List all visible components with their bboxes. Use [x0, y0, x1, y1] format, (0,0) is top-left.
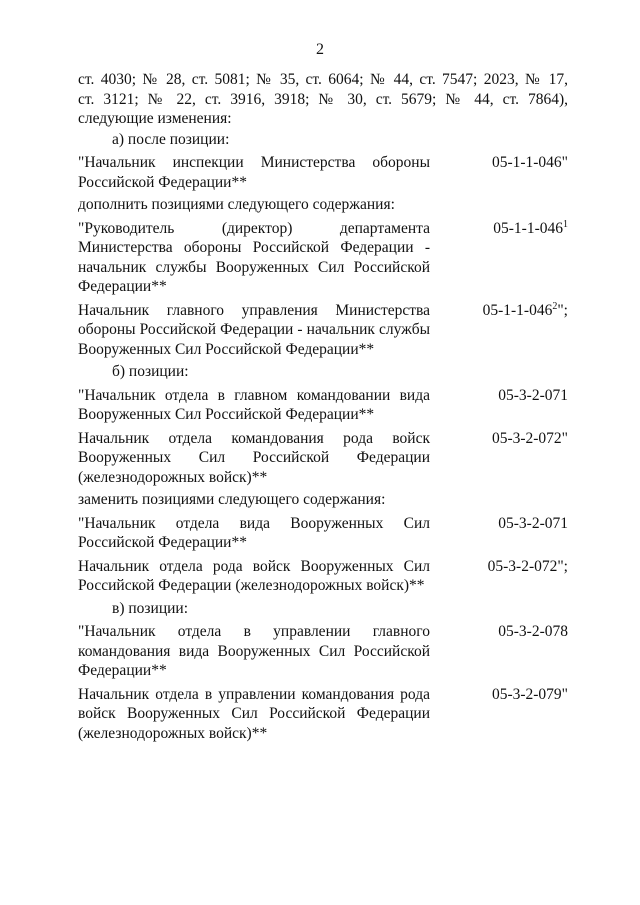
intro-line: ст. 3121; № 22, ст. 3916, 3918; № 30, ст. 5679; № 44, ст. 7864), — [78, 90, 568, 108]
position-title: "Начальник отдела в управлении главного командования вида Вооруженных Сил Российской Федерации** — [78, 623, 430, 679]
section-a-label: а) после позиции: — [112, 130, 230, 148]
position-row — [78, 685, 568, 744]
section-c-label: в) позиции: — [112, 599, 189, 617]
section-b-action: заменить позициями следующего содержания: — [78, 491, 386, 508]
position-title: Начальник отдела в управлении командования рода войск Вооруженных Сил Российской Федерации (железнодорожных войск)** — [78, 685, 430, 742]
position-row — [78, 153, 568, 192]
section-b-label: б) позиции: — [112, 363, 189, 380]
position-title: Начальник отдела рода войск Вооруженных Сил Российской Федерации (железнодорожных войск)** — [78, 557, 430, 594]
code-superscript: 1 — [563, 218, 568, 230]
intro-line: следующие изменения: — [78, 110, 232, 127]
position-row — [78, 557, 568, 596]
position-code: 05-3-2-072" — [491, 429, 568, 447]
position-code — [448, 301, 568, 321]
code-superscript: 2 — [552, 300, 558, 312]
position-code: 05-3-2-071 — [498, 386, 568, 404]
position-row — [78, 622, 568, 681]
position-title: Начальник главного управления Министерства обороны Российской Федерации - начальник службы Вооруженных Сил Российской Федерации** — [78, 301, 430, 358]
code-value: 05-1-1-046 — [482, 301, 553, 319]
position-title: "Начальник отдела вида Вооруженных Сил Российской Федерации** — [78, 514, 430, 551]
position-code: 05-1-1-046" — [491, 154, 568, 171]
position-code — [448, 219, 568, 239]
position-code: 05-3-2-071 — [498, 514, 568, 532]
position-row — [78, 386, 568, 425]
position-row — [78, 219, 568, 297]
position-code: 05-3-2-072"; — [487, 557, 568, 575]
code-value: 05-1-1-046 — [493, 219, 563, 237]
intro-line: ст. 4030; № 28, ст. 5081; № 35, ст. 6064; № 44, ст. 7547; 2023, № 17, — [78, 71, 568, 88]
position-title: "Начальник инспекции Министерства обороны Российской Федерации** — [78, 154, 430, 191]
position-row — [78, 429, 568, 488]
code-suffix: "; — [557, 301, 568, 319]
position-title: "Начальник отдела в главном командовании вида Вооруженных Сил Российской Федерации** — [78, 386, 430, 423]
intro-paragraph — [78, 70, 568, 129]
page-number: 2 — [316, 41, 324, 58]
position-title: "Руководитель (директор) департамента Министерства обороны Российской Федерации - начальник службы Вооруженных Сил Российской Федерации** — [78, 219, 430, 295]
position-code: 05-3-2-078 — [498, 623, 568, 640]
position-row — [78, 514, 568, 553]
section-a-action: дополнить позициями следующего содержания: — [78, 196, 395, 213]
position-title: Начальник отдела командования рода войск Вооруженных Сил Российской Федерации (железнодорожных войск)** — [78, 429, 430, 486]
position-row — [78, 301, 568, 360]
document-body — [78, 70, 568, 743]
position-code: 05-3-2-079" — [491, 685, 568, 703]
